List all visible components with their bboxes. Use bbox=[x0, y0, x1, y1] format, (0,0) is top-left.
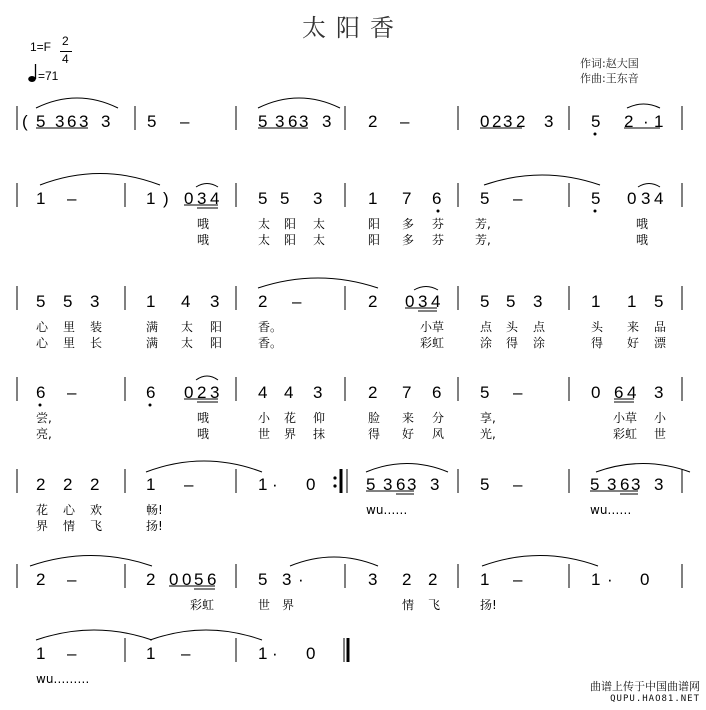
lyric-verse1: 扬! bbox=[480, 598, 497, 612]
octave-dot bbox=[39, 404, 42, 407]
lyric-verse1: 畅! bbox=[146, 503, 163, 517]
key-signature: 1=F bbox=[30, 40, 52, 54]
note: 3 bbox=[641, 189, 651, 208]
slur-arc bbox=[30, 556, 152, 567]
lyric-verse1: 阳 bbox=[368, 217, 381, 231]
note: 3 bbox=[101, 112, 111, 131]
lyric-verse1: 哦 bbox=[197, 217, 210, 231]
note: 3 bbox=[631, 475, 641, 494]
note: 4 bbox=[181, 292, 191, 311]
lyric-verse1: 来 bbox=[627, 320, 640, 334]
lyric-verse2: 得 bbox=[591, 336, 604, 350]
note: 2 bbox=[90, 475, 100, 494]
note: 5 bbox=[590, 475, 600, 494]
note: 3 bbox=[282, 570, 292, 589]
note: 2 bbox=[368, 383, 378, 402]
lyric-verse1: 分 bbox=[432, 411, 445, 425]
note: 7 bbox=[402, 383, 412, 402]
note: 0 bbox=[169, 570, 179, 589]
note: – bbox=[67, 570, 77, 589]
note: 4 bbox=[258, 383, 268, 402]
note: 5 bbox=[654, 292, 664, 311]
note: 5 bbox=[147, 112, 157, 131]
lyric-verse2: 心 bbox=[36, 336, 49, 350]
note: 5 bbox=[366, 475, 376, 494]
note: 1 bbox=[480, 570, 490, 589]
note: 4 bbox=[431, 292, 441, 311]
note: 0 bbox=[640, 570, 650, 589]
note: 5 bbox=[591, 189, 601, 208]
lyric-verse1: 仰 bbox=[313, 411, 326, 425]
note: 2 bbox=[428, 570, 438, 589]
note: 6 bbox=[288, 112, 298, 131]
composer-credit: 作曲:王东音 bbox=[580, 72, 639, 85]
slur-arc bbox=[627, 104, 660, 108]
lyric-verse2: 风 bbox=[432, 427, 445, 441]
note: 1 bbox=[591, 570, 601, 589]
note: ) bbox=[163, 189, 169, 208]
note: 0 bbox=[627, 189, 637, 208]
lyric-verse1: 来 bbox=[402, 411, 415, 425]
note: 2 bbox=[516, 112, 526, 131]
lyric-verse1: 花 bbox=[284, 411, 297, 425]
lyric-verse1: 心 bbox=[36, 320, 49, 334]
note: 3 bbox=[544, 112, 554, 131]
note: 0 bbox=[480, 112, 490, 131]
lyric-verse1: 花 bbox=[36, 503, 49, 517]
note: 0 bbox=[182, 570, 192, 589]
note: 6 bbox=[146, 383, 156, 402]
lyric-verse2: 里 bbox=[63, 336, 76, 350]
note: 3 bbox=[275, 112, 285, 131]
lyric-verse1: 小草 bbox=[613, 411, 638, 425]
lyricist-credit: 作词:赵大国 bbox=[580, 57, 639, 70]
note: · bbox=[272, 644, 278, 663]
note: – bbox=[400, 112, 410, 131]
lyric-verse2: 飞 bbox=[90, 519, 103, 533]
lyric-verse1: 里 bbox=[63, 320, 76, 334]
lyric-verse2: 长 bbox=[90, 336, 103, 350]
lyric-verse1: 满 bbox=[146, 320, 159, 334]
note: 3 bbox=[90, 292, 100, 311]
note: 5 bbox=[36, 292, 46, 311]
note: 0 bbox=[591, 383, 601, 402]
note: 1 bbox=[36, 644, 46, 663]
lyric-verse1: 香。 bbox=[258, 320, 283, 334]
note: 3 bbox=[654, 383, 664, 402]
note: 1 bbox=[591, 292, 601, 311]
slur-arc bbox=[484, 175, 600, 185]
lyric-verse2: 芬 bbox=[432, 233, 445, 247]
note: 0 bbox=[405, 292, 415, 311]
lyric-verse1: 太 bbox=[313, 217, 326, 231]
lyric-verse2: 哦 bbox=[636, 233, 649, 247]
note: 5 bbox=[280, 189, 290, 208]
note: 2 bbox=[624, 112, 634, 131]
slur-arc bbox=[36, 630, 152, 640]
lyric-verse2: 涂 bbox=[480, 336, 493, 350]
note: 2 bbox=[402, 570, 412, 589]
note: – bbox=[513, 189, 523, 208]
lyric-verse2: 得 bbox=[506, 336, 519, 350]
note: 6 bbox=[620, 475, 630, 494]
note: 3 bbox=[407, 475, 417, 494]
note: 3 bbox=[197, 189, 207, 208]
note: 6 bbox=[207, 570, 217, 589]
note: 1 bbox=[36, 189, 46, 208]
slur-arc bbox=[596, 464, 690, 473]
repeat-dot bbox=[333, 484, 336, 487]
slur-arc bbox=[638, 184, 660, 188]
lyric-verse1: 装 bbox=[90, 320, 103, 334]
note: 3 bbox=[313, 189, 323, 208]
octave-dot bbox=[437, 210, 440, 213]
note: 3 bbox=[607, 475, 617, 494]
lyric-verse2: 好 bbox=[627, 336, 640, 350]
note: 5 bbox=[258, 570, 268, 589]
lyric-verse2: 扬! bbox=[146, 519, 163, 533]
slur-arc bbox=[290, 557, 378, 566]
lyric-verse1: 尝, bbox=[36, 411, 52, 425]
note: 6 bbox=[67, 112, 77, 131]
note: – bbox=[513, 383, 523, 402]
note: 3 bbox=[299, 112, 309, 131]
lyric-verse2: 芳, bbox=[475, 233, 491, 247]
note: 2 bbox=[63, 475, 73, 494]
lyric-verse2: 太 bbox=[313, 233, 326, 247]
lyric-verse1: 多 bbox=[402, 217, 415, 231]
note: 3 bbox=[55, 112, 65, 131]
lyric-verse1: 头 bbox=[591, 320, 604, 334]
octave-dot bbox=[149, 404, 152, 407]
watermark-line2: QUPU.HAO81.NET bbox=[610, 694, 700, 704]
note: 4 bbox=[210, 189, 220, 208]
note: 6 bbox=[396, 475, 406, 494]
slur-arc bbox=[150, 630, 262, 640]
lyric-verse2: 好 bbox=[402, 427, 415, 441]
lyric-verse2: 世 bbox=[258, 427, 271, 441]
lyric-verse1: 小 bbox=[654, 411, 667, 425]
note: 1 bbox=[258, 475, 268, 494]
note: 1 bbox=[627, 292, 637, 311]
note: 2 bbox=[368, 112, 378, 131]
slur-arc bbox=[258, 278, 378, 288]
note: 5 bbox=[36, 112, 46, 131]
note: 4 bbox=[284, 383, 294, 402]
note: 5 bbox=[63, 292, 73, 311]
note: 3 bbox=[210, 383, 220, 402]
lyric-verse1: 太 bbox=[181, 320, 194, 334]
lyric-verse1: 世 bbox=[258, 598, 271, 612]
lyric-verse1: 飞 bbox=[428, 598, 441, 612]
note: 4 bbox=[654, 189, 664, 208]
note: 3 bbox=[430, 475, 440, 494]
note: 6 bbox=[432, 383, 442, 402]
note: 1 bbox=[146, 644, 156, 663]
note: 0 bbox=[184, 189, 194, 208]
note: 3 bbox=[313, 383, 323, 402]
lyric-verse1: 点 bbox=[480, 320, 493, 334]
note: – bbox=[513, 475, 523, 494]
tempo-marking: =71 bbox=[38, 69, 59, 83]
note: 5 bbox=[480, 475, 490, 494]
note: 6 bbox=[36, 383, 46, 402]
note: 3 bbox=[79, 112, 89, 131]
note: 3 bbox=[418, 292, 428, 311]
lyric-verse2: 阳 bbox=[368, 233, 381, 247]
note: – bbox=[292, 292, 302, 311]
lyric-verse1: 品 bbox=[654, 320, 667, 334]
lyric-verse1: 欢 bbox=[90, 503, 103, 517]
note: 1 bbox=[146, 292, 156, 311]
note: 5 bbox=[258, 112, 268, 131]
lyric-verse1: 界 bbox=[282, 598, 295, 612]
slur-arc bbox=[366, 464, 448, 473]
lyric-verse1: 哦 bbox=[197, 411, 210, 425]
note: 3 bbox=[322, 112, 332, 131]
note: 2 bbox=[36, 570, 46, 589]
note: 3 bbox=[503, 112, 513, 131]
note: 5 bbox=[258, 189, 268, 208]
lyric-verse1: 心 bbox=[63, 503, 76, 517]
lyric-verse2: 哦 bbox=[197, 233, 210, 247]
note: 2 bbox=[197, 383, 207, 402]
lyric-verse2: 得 bbox=[368, 427, 381, 441]
note: 5 bbox=[591, 112, 601, 131]
lyric-verse2: 抹 bbox=[313, 427, 326, 441]
note: · bbox=[643, 112, 649, 131]
lyric-verse2: 情 bbox=[63, 519, 76, 533]
octave-dot bbox=[594, 210, 597, 213]
lyric-verse2: 满 bbox=[146, 336, 159, 350]
time-signature-top: 2 bbox=[62, 34, 69, 48]
watermark-line1: 曲谱上传于中国曲谱网 bbox=[590, 680, 700, 693]
lyric-verse2: 光, bbox=[480, 427, 496, 441]
slur-arc bbox=[258, 98, 340, 108]
note: 3 bbox=[368, 570, 378, 589]
note: – bbox=[67, 189, 77, 208]
note: 1 bbox=[146, 189, 156, 208]
note: 3 bbox=[383, 475, 393, 494]
lyric-verse2: 阳 bbox=[284, 233, 297, 247]
lyric-verse2: 阳 bbox=[210, 336, 223, 350]
watermark bbox=[590, 680, 700, 706]
lyric-verse2: 哦 bbox=[197, 427, 210, 441]
slur-arc bbox=[482, 556, 598, 567]
lyric-verse2: 世 bbox=[654, 427, 667, 441]
note: – bbox=[67, 383, 77, 402]
slur-arc bbox=[36, 98, 118, 108]
lyric-verse1: 情 bbox=[402, 598, 415, 612]
lyric-verse1: 太 bbox=[258, 217, 271, 231]
note: – bbox=[513, 570, 523, 589]
song-title: 太阳香 bbox=[302, 14, 404, 42]
note: 6 bbox=[614, 383, 624, 402]
repeat-dot bbox=[333, 476, 336, 479]
slur-arc bbox=[196, 184, 218, 188]
note: · bbox=[272, 475, 278, 494]
slur-arc bbox=[40, 174, 160, 186]
note: 3 bbox=[533, 292, 543, 311]
lyric-verse2: 漂 bbox=[654, 336, 667, 350]
note: 2 bbox=[146, 570, 156, 589]
lyric-verse1: 小草 bbox=[420, 320, 445, 334]
note: – bbox=[180, 112, 190, 131]
note: 2 bbox=[492, 112, 502, 131]
note: · bbox=[607, 570, 613, 589]
note: · bbox=[298, 570, 304, 589]
lyric-verse1: 彩虹 bbox=[190, 598, 215, 612]
lyric-verse2: 界 bbox=[36, 519, 49, 533]
note: 5 bbox=[194, 570, 204, 589]
note: 0 bbox=[306, 644, 316, 663]
note: – bbox=[181, 644, 191, 663]
time-signature-bottom: 4 bbox=[62, 52, 69, 66]
note: ( bbox=[22, 112, 28, 131]
note: 5 bbox=[480, 292, 490, 311]
lyric-verse1: 阳 bbox=[210, 320, 223, 334]
note: 5 bbox=[506, 292, 516, 311]
note: 2 bbox=[36, 475, 46, 494]
note: 1 bbox=[654, 112, 664, 131]
lyric-verse2: 彩虹 bbox=[613, 427, 638, 441]
lyric-verse1: 脸 bbox=[368, 411, 381, 425]
note: – bbox=[184, 475, 194, 494]
lyric-verse2: 彩虹 bbox=[420, 336, 445, 350]
lyric-verse2: 香。 bbox=[258, 336, 283, 350]
lyric-verse1: 阳 bbox=[284, 217, 297, 231]
lyric-verse2: 亮, bbox=[36, 427, 52, 441]
lyric-verse1: 头 bbox=[506, 320, 519, 334]
note: 3 bbox=[210, 292, 220, 311]
lyric-verse2: 太 bbox=[258, 233, 271, 247]
lyric-verse2: 多 bbox=[402, 233, 415, 247]
note: 3 bbox=[654, 475, 664, 494]
note: 2 bbox=[258, 292, 268, 311]
lyric-verse1: wu……… bbox=[36, 672, 90, 686]
note: 4 bbox=[627, 383, 637, 402]
note: 5 bbox=[480, 383, 490, 402]
slur-arc bbox=[196, 376, 218, 380]
note: 1 bbox=[258, 644, 268, 663]
lyric-verse1: 哦 bbox=[636, 217, 649, 231]
lyric-verse2: 涂 bbox=[533, 336, 546, 350]
lyric-verse1: wu…… bbox=[590, 503, 632, 517]
lyric-verse1: 小 bbox=[258, 411, 271, 425]
note: 1 bbox=[146, 475, 156, 494]
note: 0 bbox=[306, 475, 316, 494]
slur-arc bbox=[414, 287, 438, 291]
note: 5 bbox=[480, 189, 490, 208]
note: 0 bbox=[184, 383, 194, 402]
octave-dot bbox=[594, 133, 597, 136]
lyric-verse2: 太 bbox=[181, 336, 194, 350]
slur-arc bbox=[146, 461, 262, 472]
lyric-verse2: 界 bbox=[284, 427, 297, 441]
note: 6 bbox=[432, 189, 442, 208]
lyric-verse1: 芬 bbox=[432, 217, 445, 231]
lyric-verse1: 享, bbox=[480, 411, 496, 425]
lyric-verse1: 点 bbox=[533, 320, 546, 334]
note: – bbox=[67, 644, 77, 663]
note: 7 bbox=[402, 189, 412, 208]
lyric-verse1: wu…… bbox=[366, 503, 408, 517]
note: 1 bbox=[368, 189, 378, 208]
note: 2 bbox=[368, 292, 378, 311]
lyric-verse1: 芳, bbox=[475, 217, 491, 231]
